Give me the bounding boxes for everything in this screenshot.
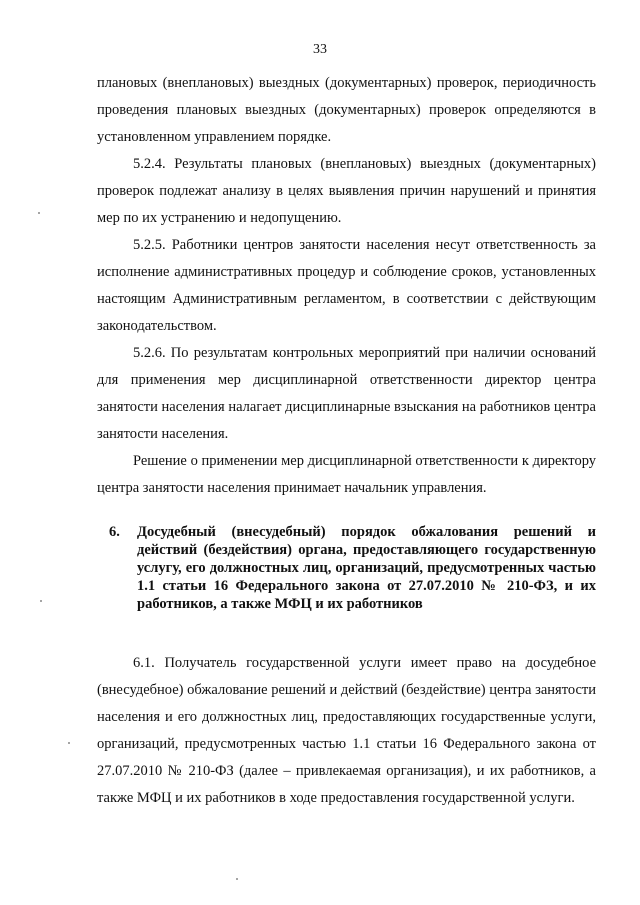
paragraph-5-2-5: 5.2.5. Работники центров занятости населения несут ответственность за исполнение административных процедур и соблюдение сроков, установленных настоящим Административным регламентом, в соответствии с действующим законодательством. <box>97 237 596 334</box>
paragraph-6-1: 6.1. Получатель государственной услуги имеет право на досудебное (внесудебное) обжалование решений и действий (бездействие) центра занятости населения и его должностных лиц, предоставляющих государственные услуги, организаций, предусмотренных частью 1.1 статьи 16 Федерального закона от 27.07.2010 № 210-ФЗ (далее – привлекаемая организация), и их работников, а также МФЦ и их работников в ходе предоставления государственной услуги. <box>97 655 596 806</box>
scan-speck <box>38 212 40 214</box>
body-text-bottom <box>97 650 596 812</box>
section-heading <box>109 523 596 613</box>
paragraph-decision: Решение о применении мер дисциплинарной ответственности к директору центра занятости населения принимает начальник управления. <box>97 453 596 496</box>
page-number: 33 <box>313 42 327 57</box>
scan-speck <box>40 600 42 602</box>
body-text-top <box>97 70 596 502</box>
paragraph-5-2-4: 5.2.4. Результаты плановых (внеплановых) выездных (документарных) проверок подлежат анализу в целях выявления причин нарушений и принятия мер по их устранению и недопущению. <box>97 156 596 226</box>
scan-speck <box>236 878 238 880</box>
section-heading-number: 6. <box>109 524 120 540</box>
scan-speck <box>68 742 70 744</box>
paragraph-continuation: плановых (внеплановых) выездных (документарных) проверок, периодичность проведения плановых выездных (документарных) проверок определяются в установленном управлением порядке. <box>97 75 596 145</box>
section-heading-text: Досудебный (внесудебный) порядок обжалования решений и действий (бездействия) органа, предоставляющего государственную услугу, его должностных лиц, организаций, предусмотренных частью 1.1 статьи 16 Федерального закона от 27.07.2010 № 210-ФЗ, и их работников, а также МФЦ и их работников <box>137 524 596 612</box>
paragraph-5-2-6: 5.2.6. По результатам контрольных мероприятий при наличии оснований для применения мер дисциплинарной ответственности директор центра занятости населения налагает дисциплинарные взыскания на работников центра занятости населения. <box>97 345 596 442</box>
